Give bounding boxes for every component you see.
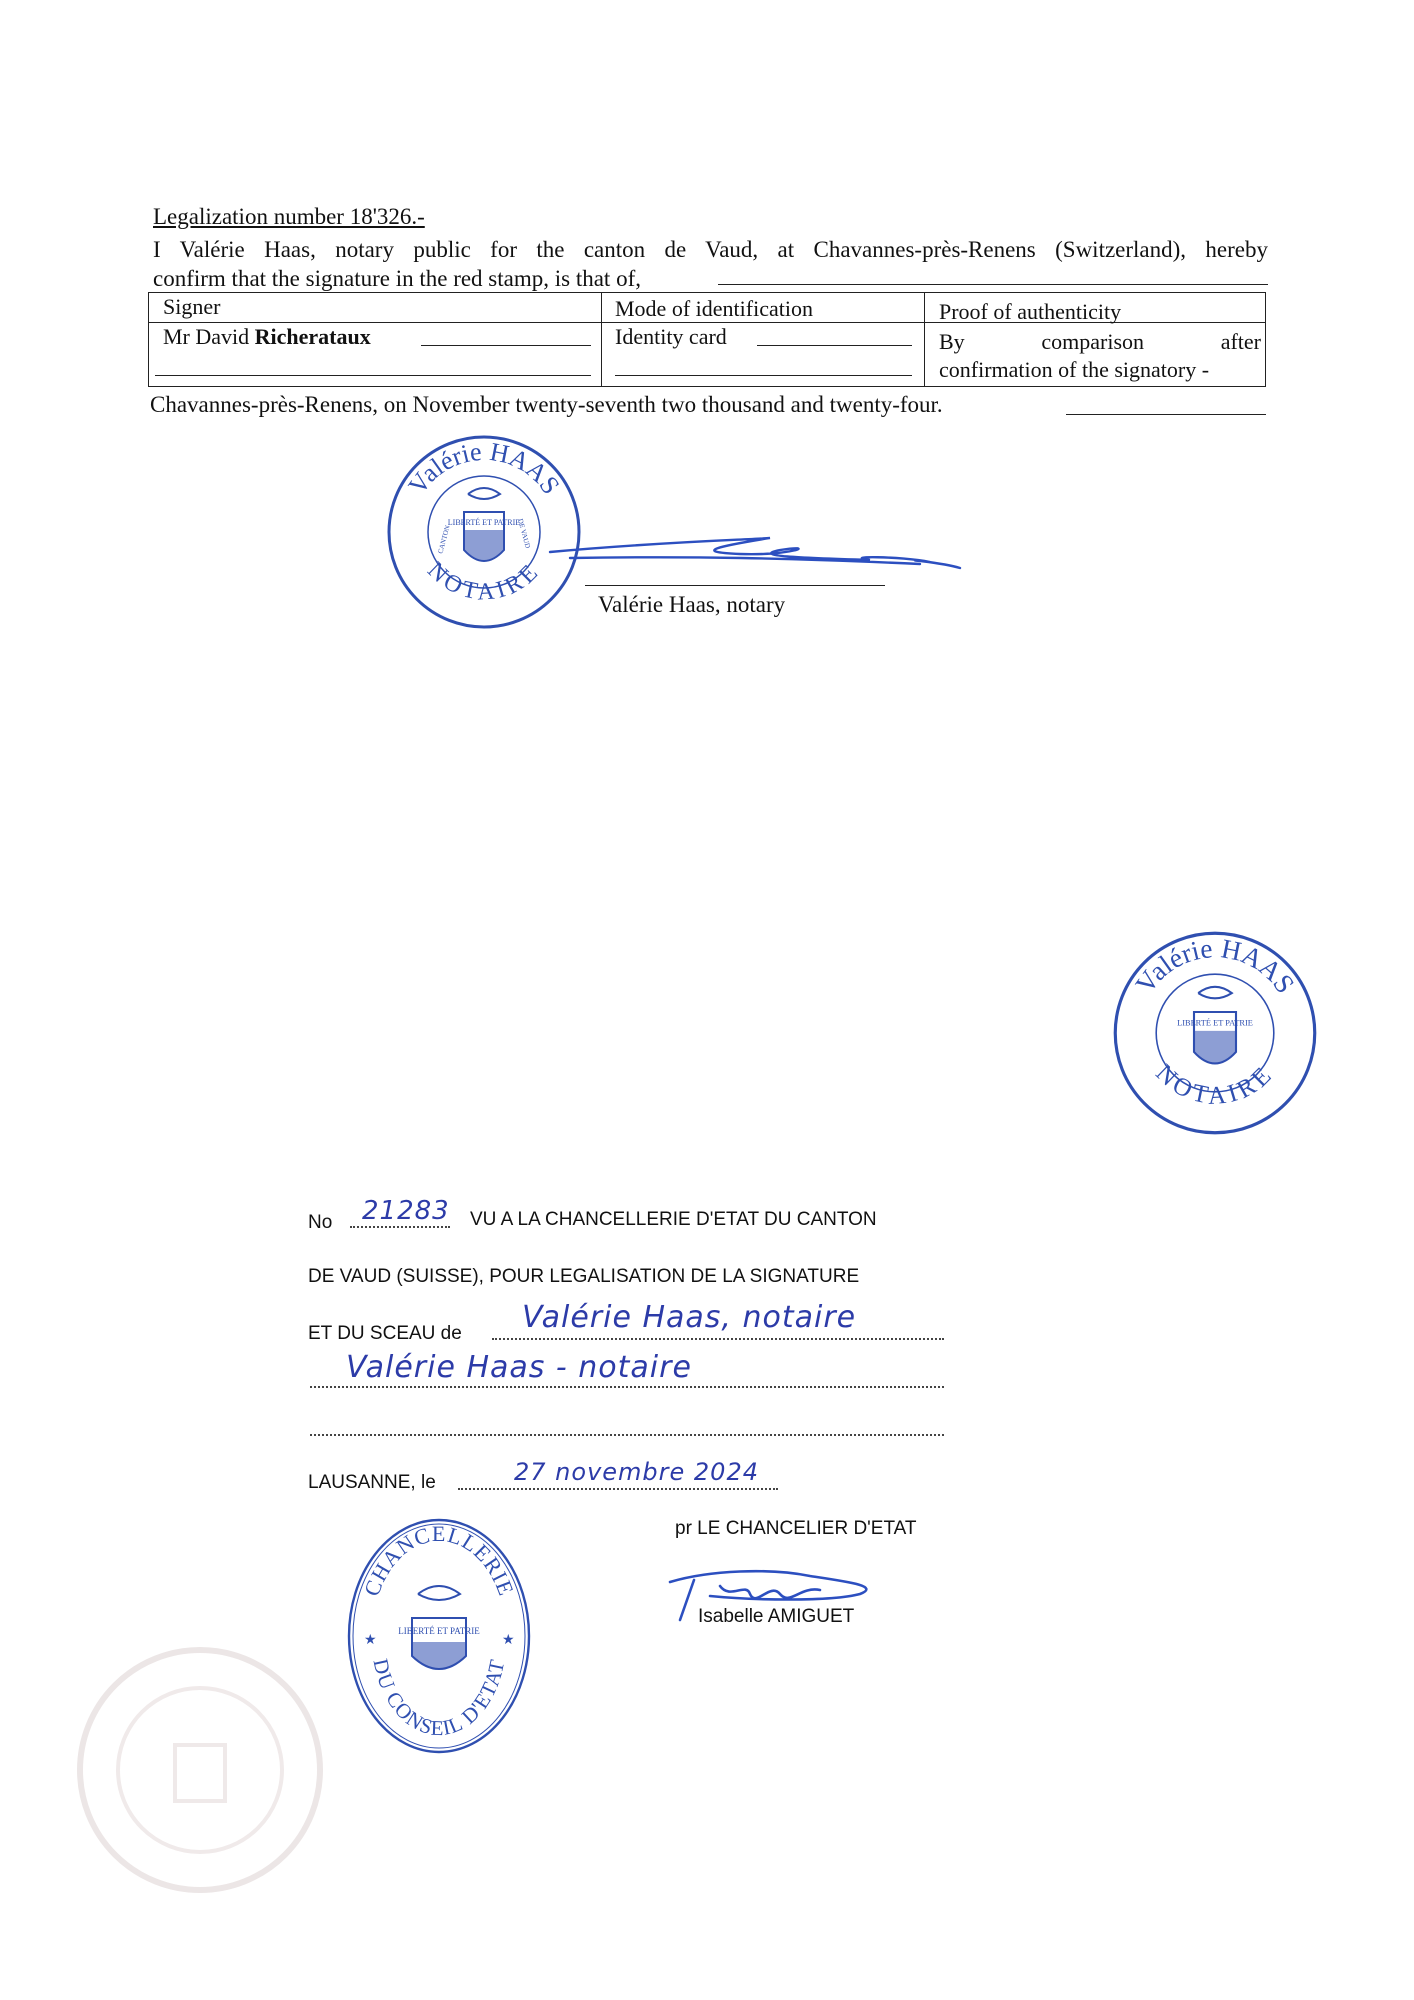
svg-text:CANTON: CANTON: [436, 524, 452, 555]
svg-text:LIBERTÉ ET PATRIE: LIBERTÉ ET PATRIE: [398, 1626, 480, 1636]
notary-stamp-second: [1110, 928, 1320, 1138]
chancellor-signature: [650, 1560, 890, 1640]
handwritten-date: 27 novembre 2024: [514, 1458, 759, 1486]
svg-text:DU CONSEIL D'ETAT: DU CONSEIL D'ETAT: [368, 1656, 510, 1741]
handwritten-name-1: Valérie Haas, notaire: [522, 1300, 857, 1335]
chancellery-stamp: [344, 1516, 534, 1756]
signatory-title: pr LE CHANCELIER D'ETAT: [675, 1518, 917, 1539]
svg-text:Valérie HAAS: Valérie HAAS: [402, 436, 566, 500]
chancellery-no-label: No: [308, 1212, 333, 1233]
svg-text:Valérie HAAS: Valérie HAAS: [1129, 933, 1301, 999]
signature-line: [585, 585, 885, 586]
chancellery-city-label: LAUSANNE, le: [308, 1472, 436, 1493]
legalization-body-line2: confirm that the signature in the red stamp, is that of,: [153, 266, 641, 291]
svg-text:★: ★: [364, 1632, 377, 1648]
svg-text:NOTAIRE: NOTAIRE: [422, 557, 546, 606]
fill-line: [1066, 414, 1266, 415]
table-header-signer: Signer: [163, 294, 221, 319]
place-date-line: Chavannes-près-Renens, on November twenty-seventh two thousand and twenty-four.: [150, 392, 943, 417]
legalization-body-line1: I Valérie Haas, notary public for the canton de Vaud, at Chavannes-près-Renens (Switzerland), hereby: [153, 237, 1268, 262]
table-proof-line1: By comparison after: [939, 329, 1261, 354]
embossed-seal: [70, 1635, 330, 1905]
notary-signature-caption: Valérie Haas, notary: [598, 592, 786, 617]
table-signer-cell: [163, 324, 371, 350]
svg-text:★: ★: [502, 1632, 515, 1648]
table-identification-cell: Identity card: [615, 324, 727, 349]
table-proof-line2: confirmation of the signatory -: [939, 357, 1210, 382]
table-header-identification: Mode of identification: [615, 296, 813, 321]
table-header-proof: Proof of authenticity: [939, 299, 1122, 324]
handwritten-name-2: Valérie Haas - notaire: [346, 1350, 692, 1385]
notary-signature: [540, 512, 970, 582]
chancellery-no-value: 21283: [362, 1196, 450, 1226]
svg-text:CHANCELLERIE: CHANCELLERIE: [358, 1521, 520, 1600]
legalization-title: Legalization number 18'326.-: [153, 204, 425, 229]
identification-table: [148, 292, 1266, 387]
svg-text:LIBERTÉ ET PATRIE: LIBERTÉ ET PATRIE: [447, 518, 521, 527]
fill-line: [718, 284, 1268, 285]
svg-text:DE VAUD: DE VAUD: [516, 517, 532, 550]
chancellery-line3-label: ET DU SCEAU de: [308, 1323, 462, 1344]
signatory-name: Isabelle AMIGUET: [698, 1606, 855, 1627]
svg-text:LIBERTÉ ET PATRIE: LIBERTÉ ET PATRIE: [1177, 1018, 1253, 1028]
chancellery-line2: DE VAUD (SUISSE), POUR LEGALISATION DE LA SIGNATURE: [308, 1266, 860, 1287]
chancellery-line1: VU A LA CHANCELLERIE D'ETAT DU CANTON: [470, 1209, 877, 1230]
signer-prefix: Mr David: [163, 324, 255, 349]
svg-text:NOTAIRE: NOTAIRE: [1150, 1059, 1280, 1111]
signer-surname: Richerataux: [254, 324, 371, 349]
